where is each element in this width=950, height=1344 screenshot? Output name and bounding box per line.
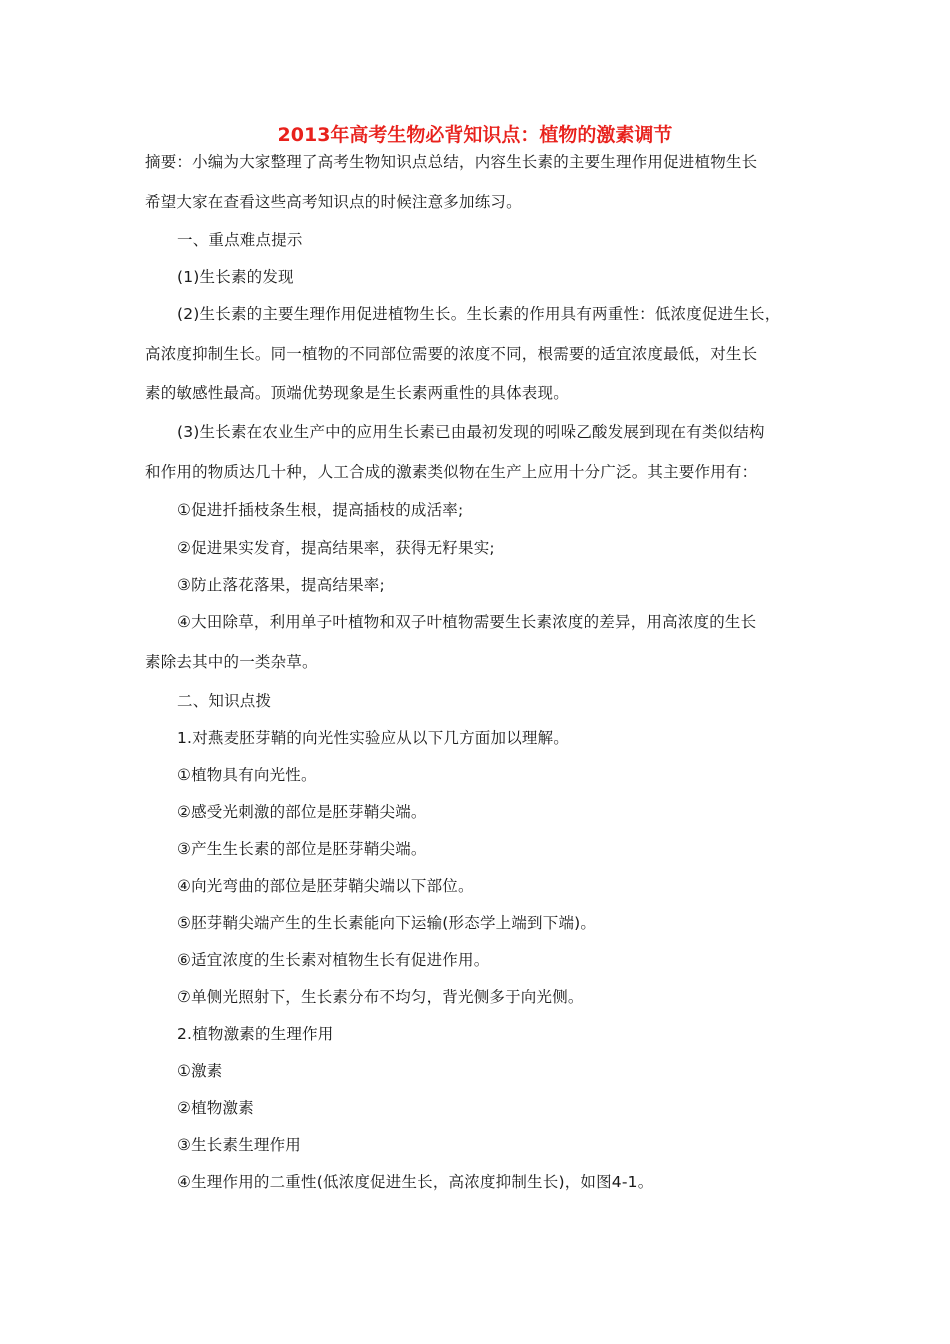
list-item: ⑥适宜浓度的生长素对植物生长有促进作用。 [177,951,490,969]
abstract-line-2: 希望大家在查看这些高考知识点的时候注意多加练习。 [145,193,522,211]
list-item: ④大田除草，利用单子叶植物和双子叶植物需要生长素浓度的差异，用高浓度的生长 [177,613,757,631]
list-item: ②植物激素 [177,1099,254,1117]
list-item: ④向光弯曲的部位是胚芽鞘尖端以下部位。 [177,877,474,895]
list-item: ④生理作用的二重性(低浓度促进生长，高浓度抑制生长)，如图4-1。 [177,1173,654,1191]
list-item: ③生长素生理作用 [177,1136,301,1154]
list-item: ③防止落花落果，提高结果率; [177,576,385,594]
document-title: 2013年高考生物必背知识点：植物的激素调节 [277,124,673,146]
paragraph-line: 素除去其中的一类杂草。 [145,653,318,671]
paragraph-line: (2)生长素的主要生理作用促进植物生长。生长素的作用具有两重性：低浓度促进生长， [177,305,781,323]
section-heading-1: 一、重点难点提示 [177,231,303,249]
section-heading-2: 二、知识点拨 [177,692,272,710]
subsection-heading: 2.植物激素的生理作用 [177,1025,334,1043]
paragraph-line: (3)生长素在农业生产中的应用生长素已由最初发现的吲哚乙酸发展到现在有类似结构 [177,423,765,441]
paragraph-line: 素的敏感性最高。顶端优势现象是生长素两重性的具体表现。 [145,384,569,402]
paragraph-line: 和作用的物质达几十种，人工合成的激素类似物在生产上应用十分广泛。其主要作用有： [145,463,758,481]
list-item: ⑦单侧光照射下，生长素分布不均匀，背光侧多于向光侧。 [177,988,584,1006]
subsection-heading: 1.对燕麦胚芽鞘的向光性实验应从以下几方面加以理解。 [177,729,569,747]
list-item: ①促进扦插枝条生根，提高插枝的成活率; [177,501,464,519]
list-item: ②促进果实发育，提高结果率，获得无籽果实; [177,539,495,557]
paragraph-line: 高浓度抑制生长。同一植物的不同部位需要的浓度不同，根需要的适宜浓度最低，对生长 [145,345,758,363]
list-item: ②感受光刺激的部位是胚芽鞘尖端。 [177,803,427,821]
list-item: ①植物具有向光性。 [177,766,317,784]
abstract-line-1: 摘要：小编为大家整理了高考生物知识点总结，内容生长素的主要生理作用促进植物生长 [145,153,758,171]
list-item: ①激素 [177,1062,223,1080]
list-item: ⑤胚芽鞘尖端产生的生长素能向下运输(形态学上端到下端)。 [177,914,597,932]
paragraph-line: (1)生长素的发现 [177,268,294,286]
list-item: ③产生生长素的部位是胚芽鞘尖端。 [177,840,427,858]
